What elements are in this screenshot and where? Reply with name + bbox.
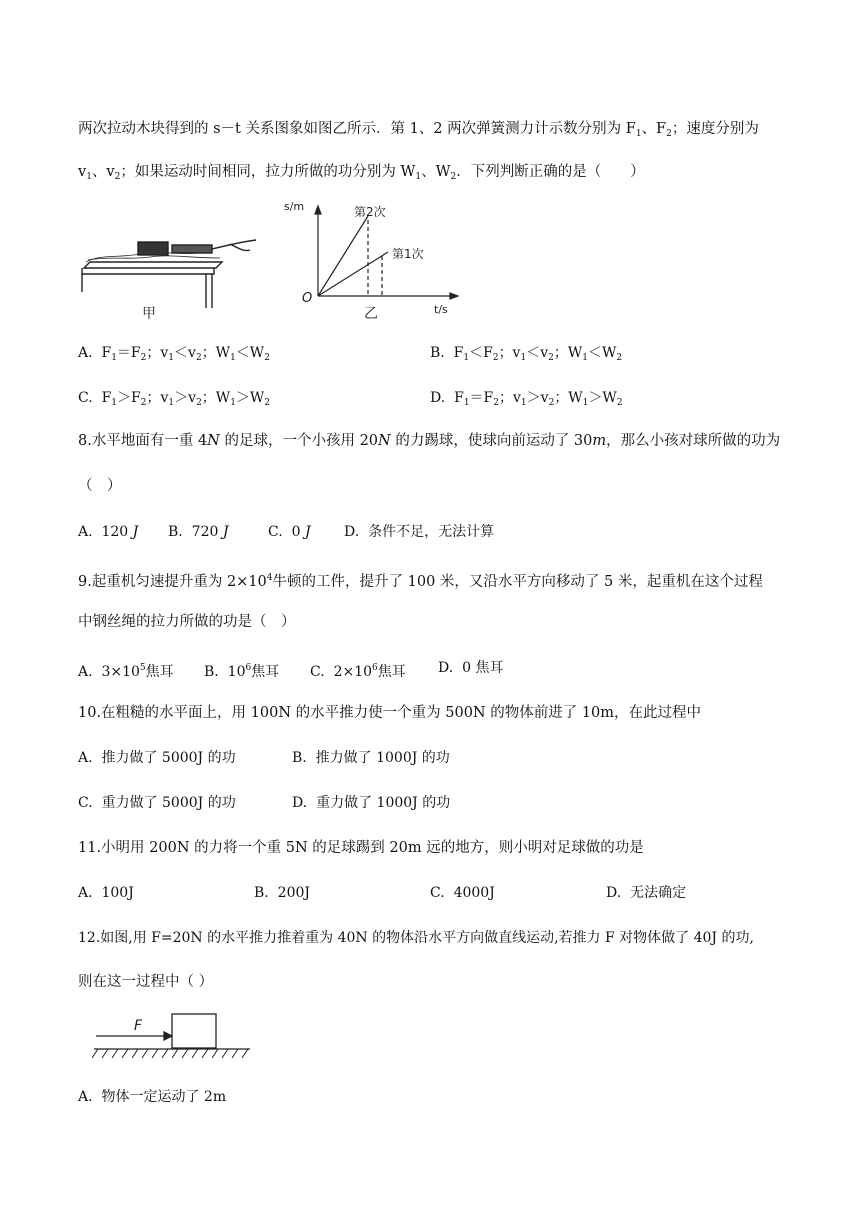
q10-stem: 10.在粗糙的水平面上，用 100N 的水平推力使一个重为 500N 的物体前进了 10m，在此过程中: [78, 705, 702, 721]
figure-push-block: [80, 1008, 256, 1064]
q8-option-c[interactable]: C. 0 J: [268, 524, 311, 540]
figure-jia-caption: 甲: [142, 306, 156, 322]
line2-label: 第2次: [354, 205, 386, 219]
q8-stem-line1: 8.水平地面有一重 4N 的足球，一个小孩用 20N 的力踢球，使球向前运动了 30m，那么小孩对球所做的功为: [78, 433, 781, 449]
q10-option-d[interactable]: D. 重力做了 1000J 的功: [292, 795, 451, 811]
q9-stem-line1: 9.起重机匀速提升重为 $2\times 10^4$牛顿的工件，提升了 100 米，又沿水平方向移动了 5 米，起重机在这个过程: [78, 573, 763, 590]
q9-stem-line2: 中钢丝绳的拉力所做的功是（ ）: [78, 614, 296, 630]
q11-option-d[interactable]: D. 无法确定: [606, 885, 687, 901]
figure-yi: [282, 196, 462, 326]
q11-option-b[interactable]: B. 200J: [254, 885, 310, 901]
origin-label: O: [302, 291, 313, 306]
q7-option-a[interactable]: A. $F_1=F_2$；$v_1<v_2$；$W_1<W_2$: [78, 345, 270, 363]
y-axis-label: s/m: [284, 200, 305, 213]
q7-stem-line1: 两次拉动木块得到的 s－t 关系图象如图乙所示．第 1、2 两次弹簧测力计示数分别为 $F_1$、$F_2$；速度分别为: [78, 121, 759, 139]
q12-stem-line2: 则在这一过程中（ ）: [78, 974, 214, 990]
q10-option-c[interactable]: C. 重力做了 5000J 的功: [78, 795, 236, 811]
q7-option-c[interactable]: C. $F_1>F_2$；$v_1>v_2$；$W_1>W_2$: [78, 390, 271, 408]
x-axis-label: t/s: [434, 303, 448, 316]
q9-option-a[interactable]: A. $3\times 10^5$焦耳: [78, 663, 174, 680]
line-second-trial: [318, 216, 368, 296]
q11-option-a[interactable]: A. 100J: [78, 885, 134, 901]
q8-option-d[interactable]: D. 条件不足，无法计算: [344, 524, 495, 540]
line-first-trial: [318, 252, 388, 296]
q8-option-a[interactable]: A. 120 J: [78, 524, 139, 540]
q8-option-b[interactable]: B. 720 J: [168, 524, 229, 540]
q10-option-a[interactable]: A. 推力做了 5000J 的功: [78, 750, 236, 766]
q7-stem-line2: $v_1$、$v_2$；如果运动时间相同，拉力所做的功分别为 $W_1$、$W_2$．下列判断正确的是（ ）: [78, 164, 645, 182]
force-label: F: [134, 1018, 143, 1034]
figure-jia: [80, 232, 260, 324]
q10-option-b[interactable]: B. 推力做了 1000J 的功: [292, 750, 450, 766]
q11-stem: 11.小明用 200N 的力将一个重 5N 的足球踢到 20m 远的地方，则小明对足球做的功是: [78, 840, 644, 856]
q9-option-b[interactable]: B. $10^6$焦耳: [204, 663, 280, 680]
q12-stem-line1: 12.如图,用 F=20N 的水平推力推着重为 40N 的物体沿水平方向做直线运动,若推力 F 对物体做了 40J 的功,: [78, 930, 754, 946]
q7-option-b[interactable]: B. $F_1<F_2$；$v_1<v_2$；$W_1<W_2$: [430, 345, 623, 363]
q9-option-c[interactable]: C. $2\times 10^6$焦耳: [310, 663, 406, 680]
figure-yi-caption: 乙: [364, 306, 378, 322]
q12-option-a[interactable]: A. 物体一定运动了 2m: [78, 1089, 227, 1105]
q7-option-d[interactable]: D. $F_1=F_2$；$v_1>v_2$；$W_1>W_2$: [430, 390, 623, 408]
q8-stem-line2: （ ）: [78, 478, 122, 494]
q9-option-d[interactable]: D. 0 焦耳: [438, 660, 504, 676]
line1-label: 第1次: [392, 247, 424, 261]
q11-option-c[interactable]: C. 4000J: [430, 885, 495, 901]
